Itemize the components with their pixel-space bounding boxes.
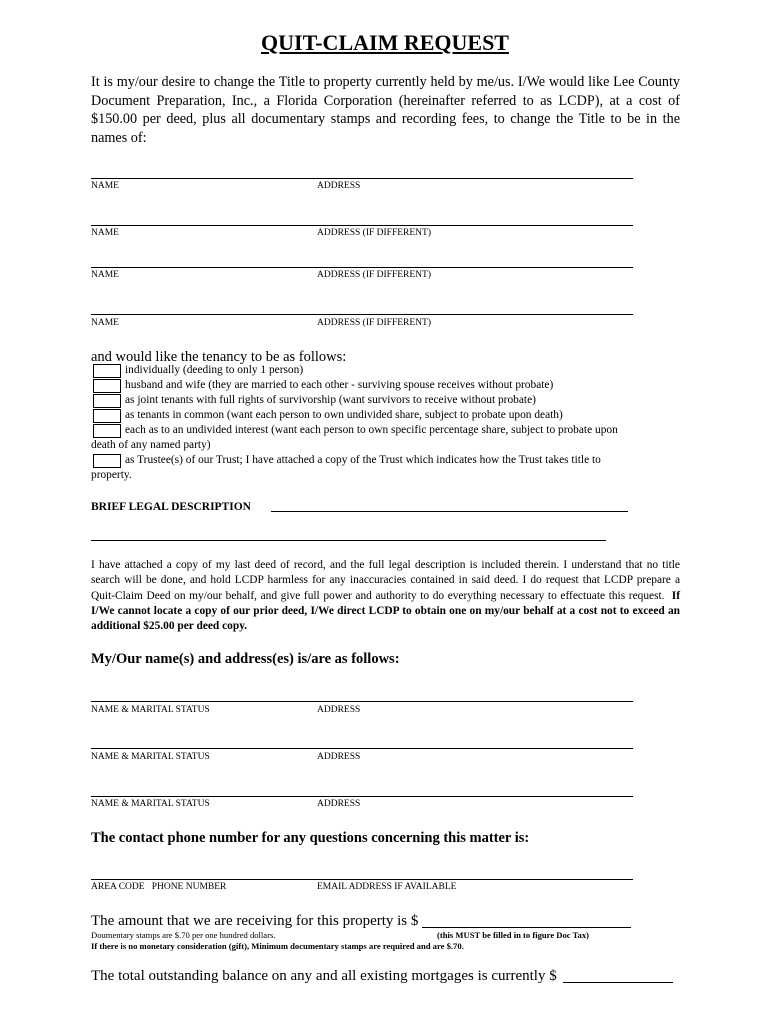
- name-label: NAME: [91, 228, 119, 238]
- deed-paragraph: [91, 558, 680, 634]
- grantor-line-2[interactable]: [91, 748, 633, 749]
- doc-tax-note: (this MUST be filled in to figure Doc Tax): [437, 930, 589, 940]
- address-label: ADDRESS (IF DIFFERENT): [317, 270, 432, 280]
- name-label: NAME: [91, 181, 119, 191]
- deed-paragraph-bold: If I/We cannot locate a copy of our prior deed, I/We direct LCDP to obtain one on my/our behalf at a cost not to exceed an additional $25.00 per deed copy.: [91, 589, 680, 633]
- grantee-line-3[interactable]: [91, 267, 633, 268]
- grantee-line-4[interactable]: [91, 314, 633, 315]
- grantee-line-1[interactable]: [91, 178, 633, 179]
- contact-line[interactable]: [91, 879, 633, 880]
- tenancy-option-continuation: death of any named party): [91, 439, 211, 451]
- deed-paragraph-text: I have attached a copy of my last deed of record, and the full legal description is included therein. I understand that no title search will be done, and hold LCDP harmless for any inaccuracies contained in said deed. I do request that LCDP prepare a Quit-Claim Deed on my/our behalf, and give full power and authority to do everything necessary to effectuate this request.: [91, 559, 680, 602]
- gift-note: If there is no monetary consideration (gift), Minimum documentary stamps are required and are $.70.: [91, 941, 464, 951]
- grantors-heading: My/Our name(s) and address(es) is/are as follows:: [91, 651, 400, 667]
- legal-description-line-1[interactable]: [271, 511, 628, 512]
- amount-text: The amount that we are receiving for this property is $: [91, 913, 419, 929]
- name-label: NAME: [91, 318, 119, 328]
- address-label: ADDRESS: [317, 799, 361, 809]
- tenancy-checkbox-tenants-in-common[interactable]: [93, 409, 121, 423]
- address-label: ADDRESS: [317, 705, 361, 715]
- address-label: ADDRESS: [317, 181, 361, 191]
- legal-description-line-2[interactable]: [91, 540, 606, 541]
- name-marital-label: NAME & MARITAL STATUS: [91, 752, 210, 762]
- name-label: NAME: [91, 270, 119, 280]
- address-label: ADDRESS (IF DIFFERENT): [317, 318, 432, 328]
- tenancy-checkbox-undivided-interest[interactable]: [93, 424, 121, 438]
- mortgage-input-line[interactable]: [563, 982, 673, 983]
- address-label: ADDRESS (IF DIFFERENT): [317, 228, 432, 238]
- tenancy-checkbox-husband-wife[interactable]: [93, 379, 121, 393]
- mortgage-line: [91, 967, 557, 985]
- legal-description-label: BRIEF LEGAL DESCRIPTION: [91, 501, 251, 513]
- phone-label: AREA CODE PHONE NUMBER: [91, 882, 227, 892]
- contact-heading: The contact phone number for any questions concerning this matter is:: [91, 830, 530, 846]
- amount-line: [91, 912, 418, 930]
- tenancy-option-label: as tenants in common (want each person to own undivided share, subject to probate upon death): [125, 409, 563, 421]
- grantor-line-1[interactable]: [91, 701, 633, 702]
- address-label: ADDRESS: [317, 752, 361, 762]
- tenancy-option-label: husband and wife (they are married to each other - surviving spouse receives without probate): [125, 379, 554, 391]
- email-label: EMAIL ADDRESS IF AVAILABLE: [317, 882, 457, 892]
- tenancy-option-label: as Trustee(s) of our Trust; I have attached a copy of the Trust which indicates how the Trust takes title to: [125, 454, 601, 466]
- tenancy-checkbox-joint-tenants[interactable]: [93, 394, 121, 408]
- tenancy-option-label: individually (deeding to only 1 person): [125, 364, 304, 376]
- tenancy-option-continuation: property.: [91, 469, 132, 481]
- tenancy-checkbox-individually[interactable]: [93, 364, 121, 378]
- page-title: QUIT-CLAIM REQUEST: [261, 30, 509, 55]
- tenancy-heading: and would like the tenancy to be as follows:: [91, 349, 347, 365]
- mortgage-text: The total outstanding balance on any and all existing mortgages is currently $: [91, 968, 557, 984]
- grantee-line-2[interactable]: [91, 225, 633, 226]
- grantor-line-3[interactable]: [91, 796, 633, 797]
- tenancy-option-label: as joint tenants with full rights of survivorship (want survivors to receive without probate): [125, 394, 536, 406]
- intro-paragraph: It is my/our desire to change the Title to property currently held by me/us. I/We would like Lee County Document Preparation, Inc., a Florida Corporation (hereinafter referred to as LCDP), at a cost of $150.00 per deed, plus all documentary stamps and recording fees, to change the Title to be in the names of:: [91, 74, 680, 146]
- doc-stamp-note: Doumentary stamps are $.70 per one hundred dollars.: [91, 930, 276, 940]
- tenancy-checkbox-trustee[interactable]: [93, 454, 121, 468]
- name-marital-label: NAME & MARITAL STATUS: [91, 705, 210, 715]
- name-marital-label: NAME & MARITAL STATUS: [91, 799, 210, 809]
- tenancy-option-label: each as to an undivided interest (want each person to own specific percentage share, subject to probate upon: [125, 424, 618, 436]
- amount-input-line[interactable]: [422, 927, 631, 928]
